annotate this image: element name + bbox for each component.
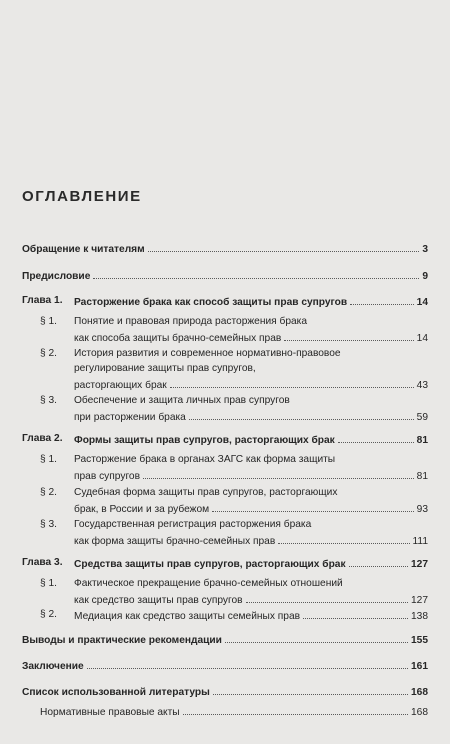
toc-page-number: 81 bbox=[416, 435, 428, 446]
chapter-number: Глава 2. bbox=[22, 433, 63, 444]
chapter-number: Глава 3. bbox=[22, 557, 63, 568]
toc-entry-label: Средства защиты прав супругов, расторгающих брак bbox=[74, 559, 346, 570]
toc-entry-label: как средство защиты прав супругов bbox=[74, 595, 243, 606]
toc-page-number: 14 bbox=[416, 333, 428, 344]
toc-entry-label: Формы защиты прав супругов, расторгающих брак bbox=[74, 435, 335, 446]
toc-entry-label: брак, в России и за рубежом bbox=[74, 504, 210, 515]
leader-dots bbox=[303, 608, 408, 619]
toc-page-number: 127 bbox=[411, 595, 428, 606]
leader-dots bbox=[143, 468, 414, 479]
toc-page-number: 161 bbox=[411, 661, 428, 672]
toc-entry-chapter-3[interactable] bbox=[74, 556, 428, 570]
section-title-line[interactable]: Понятие и правовая природа расторжения брака bbox=[74, 316, 308, 327]
toc-entry-afterword[interactable] bbox=[22, 658, 428, 672]
toc-page-number: 14 bbox=[416, 297, 428, 308]
toc-page-number: 93 bbox=[416, 504, 428, 515]
toc-page-number: 43 bbox=[416, 380, 428, 391]
leader-dots bbox=[183, 704, 408, 715]
toc-entry-legal-acts[interactable] bbox=[40, 704, 428, 718]
leader-dots bbox=[246, 592, 408, 603]
toc-entry-section-2-2[interactable] bbox=[74, 501, 428, 515]
toc-entry-label: Заключение bbox=[22, 661, 84, 672]
leader-dots bbox=[213, 684, 408, 695]
toc-page-number: 138 bbox=[411, 611, 428, 622]
leader-dots bbox=[284, 330, 413, 341]
toc-page-number: 81 bbox=[416, 471, 428, 482]
section-number: § 2. bbox=[40, 348, 57, 359]
section-number: § 1. bbox=[40, 316, 57, 327]
toc-entry-section-1-3[interactable] bbox=[74, 409, 428, 423]
leader-dots bbox=[148, 241, 420, 252]
toc-entry-address[interactable] bbox=[22, 241, 428, 255]
section-number: § 2. bbox=[40, 609, 57, 620]
toc-entry-section-2-1[interactable] bbox=[74, 468, 428, 482]
section-title-line[interactable]: регулирование защиты прав супругов, bbox=[74, 363, 256, 374]
section-title-line[interactable]: Обеспечение и защита личных прав супругов bbox=[74, 395, 290, 406]
section-title-line[interactable]: Государственная регистрация расторжения брака bbox=[74, 519, 312, 530]
section-number: § 2. bbox=[40, 487, 57, 498]
toc-entry-label: Медиация как средство защиты семейных прав bbox=[74, 611, 301, 622]
section-number: § 1. bbox=[40, 454, 57, 465]
toc-entry-label: Расторжение брака как способ защиты прав супругов bbox=[74, 297, 348, 308]
toc-entry-label: Выводы и практические рекомендации bbox=[22, 635, 222, 646]
leader-dots bbox=[93, 268, 419, 279]
toc-entry-section-1-1[interactable] bbox=[74, 330, 428, 344]
section-number: § 3. bbox=[40, 395, 57, 406]
toc-page-number: 168 bbox=[411, 707, 428, 718]
toc-page-number: 111 bbox=[412, 536, 428, 547]
section-title-line[interactable]: Фактическое прекращение брачно-семейных отношений bbox=[74, 578, 343, 589]
section-title-line[interactable]: История развития и современное нормативно-правовое bbox=[74, 348, 341, 359]
toc-entry-label: при расторжении брака bbox=[74, 412, 186, 423]
toc-entry-label: прав супругов bbox=[74, 471, 141, 482]
toc-entry-section-1-2[interactable] bbox=[74, 377, 428, 391]
toc-entry-label: Список использованной литературы bbox=[22, 687, 210, 698]
toc-entry-label: расторгающих брак bbox=[74, 380, 167, 391]
page-title: ОГЛАВЛЕНИЕ bbox=[22, 188, 142, 205]
toc-entry-label: как способа защиты брачно-семейных прав bbox=[74, 333, 282, 344]
leader-dots bbox=[87, 658, 408, 669]
toc-entry-section-2-3[interactable] bbox=[74, 533, 428, 547]
leader-dots bbox=[170, 377, 414, 388]
toc-page-number: 168 bbox=[411, 687, 428, 698]
leader-dots bbox=[225, 632, 408, 643]
leader-dots bbox=[212, 501, 414, 512]
leader-dots bbox=[350, 294, 414, 305]
toc-entry-label: Предисловие bbox=[22, 271, 91, 282]
leader-dots bbox=[189, 409, 414, 420]
leader-dots bbox=[278, 533, 409, 544]
toc-page-number: 59 bbox=[416, 412, 428, 423]
section-title-line[interactable]: Судебная форма защиты прав супругов, расторгающих bbox=[74, 487, 338, 498]
toc-entry-label: Обращение к читателям bbox=[22, 244, 145, 255]
chapter-number: Глава 1. bbox=[22, 295, 63, 306]
toc-entry-chapter-1[interactable] bbox=[74, 294, 428, 308]
toc-entry-chapter-2[interactable] bbox=[74, 432, 428, 446]
toc-page-number: 3 bbox=[422, 244, 428, 255]
toc-entry-section-3-2[interactable] bbox=[74, 608, 428, 622]
toc-page-number: 127 bbox=[411, 559, 428, 570]
leader-dots bbox=[338, 432, 414, 443]
leader-dots bbox=[349, 556, 408, 567]
toc-entry-label: Нормативные правовые акты bbox=[40, 707, 180, 718]
toc-page-number: 9 bbox=[422, 271, 428, 282]
toc-page-number: 155 bbox=[411, 635, 428, 646]
toc-entry-preface[interactable] bbox=[22, 268, 428, 282]
toc-entry-bibliography[interactable] bbox=[22, 684, 428, 698]
toc-entry-section-3-1[interactable] bbox=[74, 592, 428, 606]
section-number: § 3. bbox=[40, 519, 57, 530]
toc-entry-label: как форма защиты брачно-семейных прав bbox=[74, 536, 276, 547]
section-number: § 1. bbox=[40, 578, 57, 589]
toc-entry-conclusions[interactable] bbox=[22, 632, 428, 646]
section-title-line[interactable]: Расторжение брака в органах ЗАГС как форма защиты bbox=[74, 454, 336, 465]
